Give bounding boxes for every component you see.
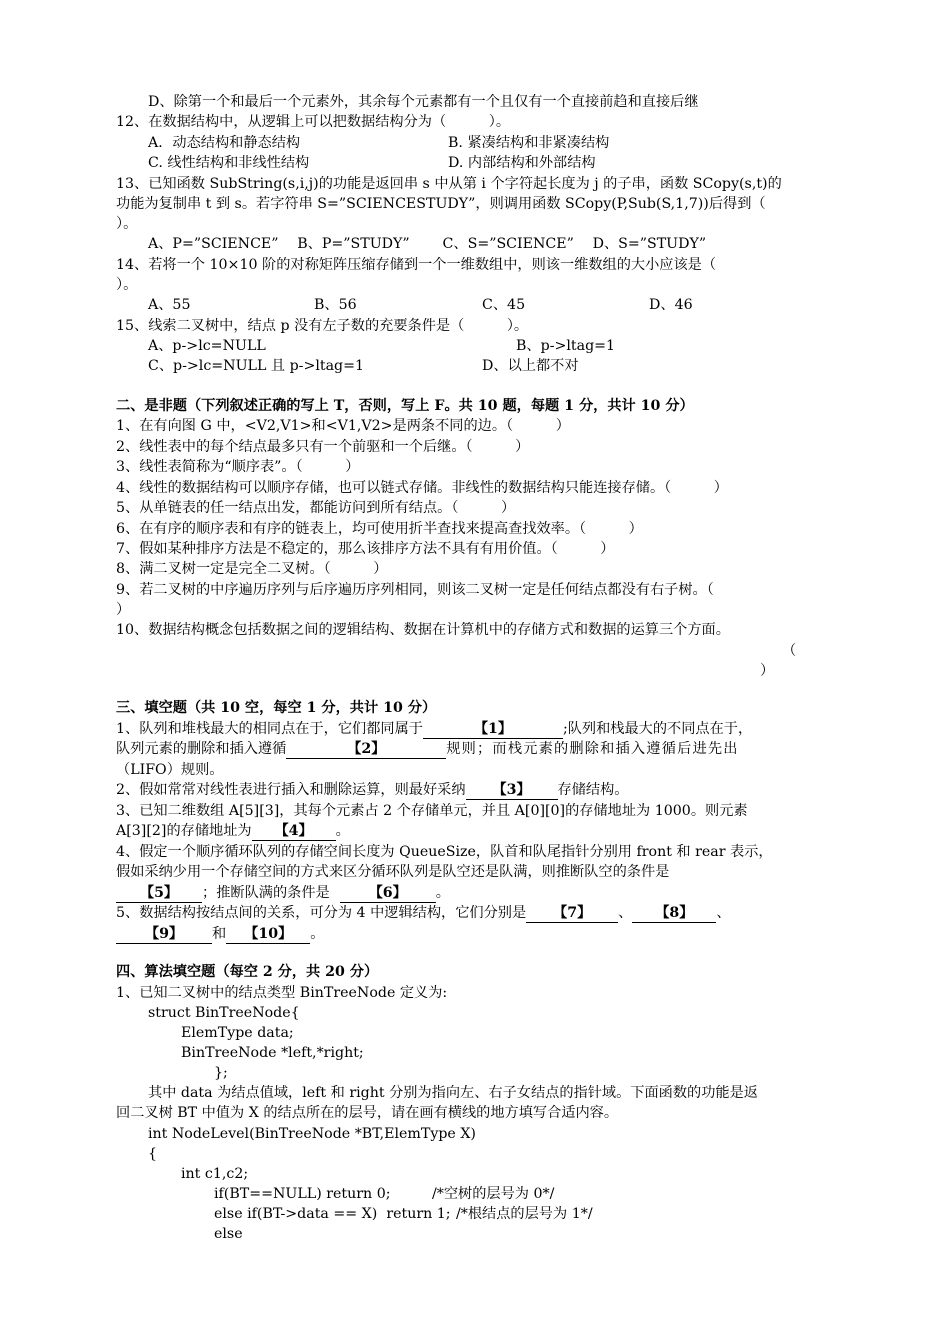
tf-q10-line2: （ — [782, 643, 797, 659]
fill-q4-text-c: ；推断队满的条件是 — [202, 885, 330, 901]
q15-option-c: C、p->lc=NULL 且 p->ltag=1 — [148, 358, 365, 374]
algo-section-heading: 四、算法填空题（每空 2 分，共 20 分） — [116, 964, 379, 980]
fill-q5-line1 — [116, 903, 731, 923]
code-struct-close: }; — [214, 1065, 228, 1081]
tf-q7: 7、假如某种排序方法是不稳定的，那么该排序方法不具有有用价值。（ ） — [116, 541, 615, 557]
fill-q5-text-a: 5、数据结构按结点间的关系，可分为 4 中逻辑结构，它们分别是 — [116, 905, 527, 921]
code-decl: int c1,c2; — [181, 1166, 249, 1182]
q13-stem-line2: 功能为复制串 t 到 s。若字符串 S=”SCIENCESTUDY”，则调用函数 SCopy(P,Sub(S,1,7))后得到（ — [116, 196, 766, 212]
q14-option-b: B、56 — [314, 297, 357, 313]
fill-q1-text-a: 1、队列和堆栈最大的相同点在于，它们都同属于 — [116, 721, 423, 737]
blank-4[interactable]: 【4】 — [252, 822, 336, 841]
q14-stem-line2: ）。 — [116, 277, 138, 293]
blank-2[interactable]: 【2】 — [286, 740, 446, 759]
fill-q3-line1: 3、已知二维数组 A[5][3]，其每个元素占 2 个存储单元，并且 A[0][0]的存储地址为 1000。则元素 — [116, 803, 748, 819]
code-struct-ptrs: BinTreeNode *left,*right; — [181, 1045, 364, 1061]
q13-stem-line3: ）。 — [116, 216, 138, 232]
code-if-null: if(BT==NULL) return 0; — [214, 1186, 391, 1202]
fill-q1-line2 — [116, 739, 739, 759]
fill-q4-line1: 4、假定一个顺序循环队列的存储空间长度为 QueueSize，队首和队尾指针分别用 front 和 rear 表示， — [116, 844, 773, 860]
fill-q4-line3 — [116, 883, 450, 903]
tf-q2: 2、线性表中的每个结点最多只有一个前驱和一个后继。（ ） — [116, 439, 530, 455]
fill-q1-line1 — [116, 719, 752, 739]
q12-option-d: D. 内部结构和外部结构 — [448, 155, 596, 171]
tf-q4: 4、线性的数据结构可以顺序存储，也可以链式存储。非线性的数据结构只能连接存储。（ ） — [116, 480, 728, 496]
fill-q4-line2: 假如采纳少用一个存储空间的方式来区分循环队列是队空还是队满，则推断队空的条件是 — [116, 864, 670, 880]
code-struct-open: struct BinTreeNode{ — [148, 1005, 300, 1021]
fill-q2-line — [116, 780, 628, 800]
code-struct-data: ElemType data; — [181, 1025, 294, 1041]
q14-stem-line1: 14、若将一个 10×10 阶的对称矩阵压缩存储到一个一维数组中，则该一维数组的大小应该是（ — [116, 257, 717, 273]
tf-q8: 8、满二叉树一定是完全二叉树。（ ） — [116, 561, 388, 577]
q12-option-b: B. 紧凑结构和非紧凑结构 — [448, 135, 610, 151]
code-comment-empty: /*空树的层号为 0*/ — [432, 1186, 555, 1202]
blank-8[interactable]: 【8】 — [632, 904, 716, 923]
tf-q5: 5、从单链表的任一结点出发，都能访问到所有结点。（ ） — [116, 500, 516, 516]
code-else-if: else if(BT->data == X) return 1; — [214, 1206, 451, 1222]
code-else: else — [214, 1226, 243, 1242]
tf-q6: 6、在有序的顺序表和有序的链表上，均可使用折半查找来提高查找效率。（ ） — [116, 521, 643, 537]
tf-q10-line1: 10、数据结构概念包括数据之间的逻辑结构、数据在计算机中的存储方式和数据的运算三个方面。 — [116, 622, 730, 638]
q14-option-d: D、46 — [649, 297, 693, 313]
code-func-signature: int NodeLevel(BinTreeNode *BT,ElemType X) — [148, 1126, 476, 1142]
q15-option-d: D、以上都不对 — [482, 358, 579, 374]
fill-section-heading: 三、填空题（共 10 空，每空 1 分，共计 10 分） — [116, 700, 437, 716]
algo-desc-line1: 其中 data 为结点值域，left 和 right 分别为指向左、右子女结点的指针域。下面函数的功能是返 — [148, 1085, 758, 1101]
tf-q9-line2: ） — [116, 602, 131, 618]
q13-stem-line1: 13、已知函数 SubString(s,i,j)的功能是返回串 s 中从第 i 个字符起长度为 j 的子串，函数 SCopy(s,t)的 — [116, 176, 782, 192]
blank-6[interactable]: 【6】 — [340, 884, 436, 903]
fill-q5-sep2: 、 — [716, 905, 731, 921]
q12-option-c: C. 线性结构和非线性结构 — [148, 155, 310, 171]
q13-options: A、P=”SCIENCE” B、P=”STUDY” C、S=”SCIENCE” D、S=”STUDY” — [148, 236, 707, 252]
fill-q5-end: 。 — [310, 926, 325, 942]
fill-q1-line3: （LIFO）规则。 — [116, 762, 224, 778]
code-func-open-brace: { — [148, 1146, 158, 1162]
code-comment-root: /*根结点的层号为 1*/ — [456, 1206, 593, 1222]
tf-q10-line3: ） — [760, 663, 775, 679]
q15-stem: 15、线索二叉树中，结点 p 没有左子数的充要条件是（ ）。 — [116, 318, 529, 334]
fill-q3-text-c: 。 — [335, 823, 350, 839]
blank-5[interactable]: 【5】 — [116, 884, 202, 903]
q14-option-a: A、55 — [148, 297, 191, 313]
tf-q9-line1: 9、若二叉树的中序遍历序列与后序遍历序列相同，则该二叉树一定是任何结点都没有右子树。（ — [116, 582, 714, 598]
blank-10[interactable]: 【10】 — [226, 925, 310, 944]
fill-q5-sep1: 、 — [618, 905, 633, 921]
blank-1[interactable]: 【1】 — [423, 720, 563, 739]
blank-7[interactable]: 【7】 — [526, 904, 618, 923]
fill-q5-line2 — [116, 924, 324, 944]
fill-q1-text-b: ;队列和栈最大的不同点在于， — [562, 721, 753, 737]
q12-option-a: A．动态结构和静态结构 — [148, 135, 301, 151]
fill-q2-text-a: 2、假如常常对线性表进行插入和删除运算，则最好采纳 — [116, 782, 466, 798]
tf-q3: 3、线性表简称为“顺序表”。（ ） — [116, 459, 360, 475]
blank-3[interactable]: 【3】 — [466, 781, 558, 800]
q11-option-d: D、除第一个和最后一个元素外，其余每个元素都有一个且仅有一个直接前趋和直接后继 — [148, 94, 699, 110]
fill-q1-text-c: 队列元素的删除和插入遵循 — [116, 741, 287, 757]
tf-section-heading: 二、是非题（下列叙述正确的写上 T，否则，写上 F。共 10 题，每题 1 分，共计 10 分） — [116, 398, 694, 414]
fill-q3-line2 — [116, 821, 350, 841]
q15-option-b: B、p->ltag=1 — [516, 338, 616, 354]
q15-option-a: A、p->lc=NULL — [148, 338, 266, 354]
q14-option-c: C、45 — [482, 297, 526, 313]
blank-9[interactable]: 【9】 — [116, 925, 212, 944]
tf-q1: 1、在有向图 G 中，<V2,V1>和<V1,V2>是两条不同的边。（ ） — [116, 418, 570, 434]
fill-q1-text-d: 规则；而栈元素的删除和插入遵循后进先出 — [446, 741, 739, 757]
fill-q3-text-b: A[3][2]的存储地址为 — [116, 823, 252, 839]
fill-q5-and: 和 — [212, 926, 227, 942]
fill-q2-text-b: 存储结构。 — [557, 782, 629, 798]
algo-q1-stem: 1、已知二叉树中的结点类型 BinTreeNode 定义为: — [116, 985, 448, 1001]
fill-q4-text-d: 。 — [435, 885, 450, 901]
q12-stem: 12、在数据结构中，从逻辑上可以把数据结构分为（ ）。 — [116, 114, 511, 130]
algo-desc-line2: 回二叉树 BT 中值为 X 的结点所在的层号，请在画有横线的地方填写合适内容。 — [116, 1105, 619, 1121]
